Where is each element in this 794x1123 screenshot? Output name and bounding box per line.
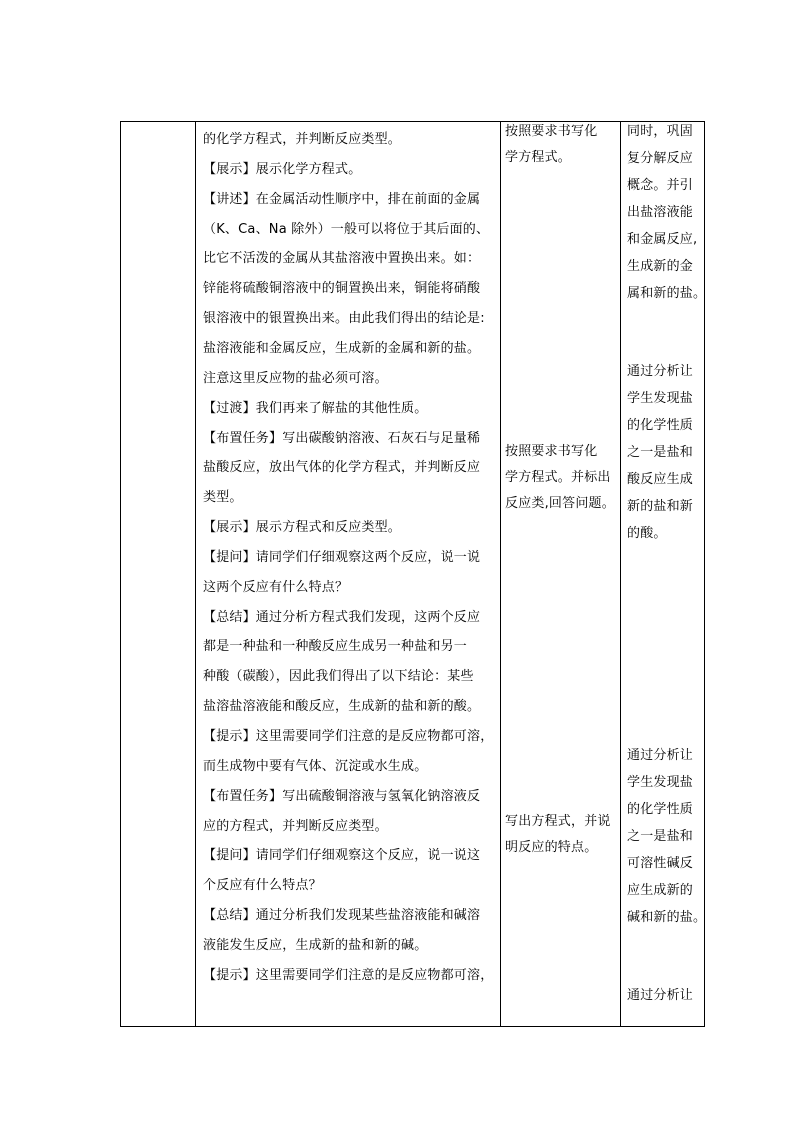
design-text-line: 之一是盐和 [627,445,694,460]
teacher-text-line: 【提问】请同学们仔细观察这个反应，说一说这 [203,848,481,863]
design-text-line: 概念。并引 [627,178,694,193]
design-text-line: 新的盐和新 [627,499,694,514]
teacher-text-line: 【展示】展示化学方程式。 [203,162,362,177]
student-text-line: 学方程式。并标出 [505,470,611,485]
teacher-text-line: 【提示】这里需要同学们注意的是反应物都可溶， [203,729,494,744]
design-text-line: 通过分析让 [627,988,694,1003]
design-text-line: 学生发现盐 [627,391,694,406]
design-text-line: 通过分析让 [627,364,694,379]
design-text-line: 碱和新的盐。 [627,910,707,925]
teacher-text-line: 个反应有什么特点？ [203,878,322,893]
teacher-text-line: （K、Ca、Na 除外）一般可以将位于其后面的、 [203,222,490,237]
design-text-line: 出盐溶液能 [627,205,694,220]
teacher-text-line: 【总结】通过分析我们发现某些盐溶液能和碱溶 [203,908,481,923]
teacher-text-line: 盐溶盐溶液能和酸反应，生成新的盐和新的酸。 [203,699,481,714]
teacher-text-line: 液能发生反应，生成新的盐和新的碱。 [203,938,428,953]
teacher-text-line: 这两个反应有什么特点？ [203,580,349,595]
design-text-line: 和金属反应, [627,232,698,247]
teacher-text-line: 都是一种盐和一种酸反应生成另一种盐和另一 [203,639,468,654]
design-text-line: 的化学性质 [627,418,694,433]
student-text-line: 写出方程式，并说 [505,814,611,829]
student-text-line: 明反应的特点。 [505,840,598,855]
teacher-text-line: 银溶液中的银置换出来。由此我们得出的结论是: [203,311,485,326]
teacher-text-line: 【提示】这里需要同学们注意的是反应物都可溶， [203,968,494,983]
lesson-table [120,121,705,1027]
design-text-line: 可溶性碱反 [627,856,694,871]
student-text-line: 学方程式。 [505,150,572,165]
design-text-line: 属和新的盐。 [627,286,707,301]
teacher-text-line: 【展示】展示方程式和反应类型。 [203,520,402,535]
teacher-text-line: 应的方程式，并判断反应类型。 [203,819,388,834]
teacher-text-line: 【过渡】我们再来了解盐的其他性质。 [203,401,428,416]
design-text-line: 复分解反应 [627,151,694,166]
teacher-text-line: 【布置任务】写出碳酸钠溶液、石灰石与足量稀 [203,431,481,446]
design-text-line: 应生成新的 [627,883,694,898]
teacher-text-line: 锌能将硫酸铜溶液中的铜置换出来，铜能将硝酸 [203,281,481,296]
design-text-line: 的酸。 [627,526,667,541]
teacher-text-line: 【布置任务】写出硫酸铜溶液与氢氧化钠溶液反 [203,789,481,804]
teacher-text-line: 【总结】通过分析方程式我们发现，这两个反应 [203,610,481,625]
student-text-line: 按照要求书写化 [505,444,598,459]
design-text-line: 的化学性质 [627,802,694,817]
table-border-left [120,121,121,1027]
teacher-text-line: 【提问】请同学们仔细观察这两个反应，说一说 [203,550,481,565]
design-text-line: 之一是盐和 [627,829,694,844]
teacher-text-line: 盐酸反应，放出气体的化学方程式，并判断反应 [203,460,481,475]
design-text-line: 生成新的金 [627,259,694,274]
teacher-text-line: 种酸（碳酸），因此我们得出了以下结论：某些 [203,669,474,684]
table-border-top [120,121,705,122]
column-divider-2 [500,121,501,1027]
design-text-line: 学生发现盐 [627,775,694,790]
teacher-text-line: 比它不活泼的金属从其盐溶液中置换出来。如： [203,251,481,266]
teacher-text-line: 而生成物中要有气体、沉淀或水生成。 [203,759,428,774]
teacher-text-line: 盐溶液能和金属反应，生成新的金属和新的盐。 [203,341,481,356]
teacher-text-line: 的化学方程式，并判断反应类型。 [203,132,402,147]
teacher-text-line: 【讲述】在金属活动性顺序中，排在前面的金属 [203,192,481,207]
design-text-line: 同时，巩固 [627,124,694,139]
column-divider-3 [620,121,621,1027]
column-divider-1 [195,121,196,1027]
table-border-bottom [120,1026,705,1027]
student-text-line: 按照要求书写化 [505,124,598,139]
design-text-line: 通过分析让 [627,748,694,763]
design-text-line: 酸反应生成 [627,472,694,487]
student-text-line: 反应类,回答问题。 [505,496,615,511]
teacher-text-line: 类型。 [203,490,243,505]
teacher-text-line: 注意这里反应物的盐必须可溶。 [203,371,388,386]
